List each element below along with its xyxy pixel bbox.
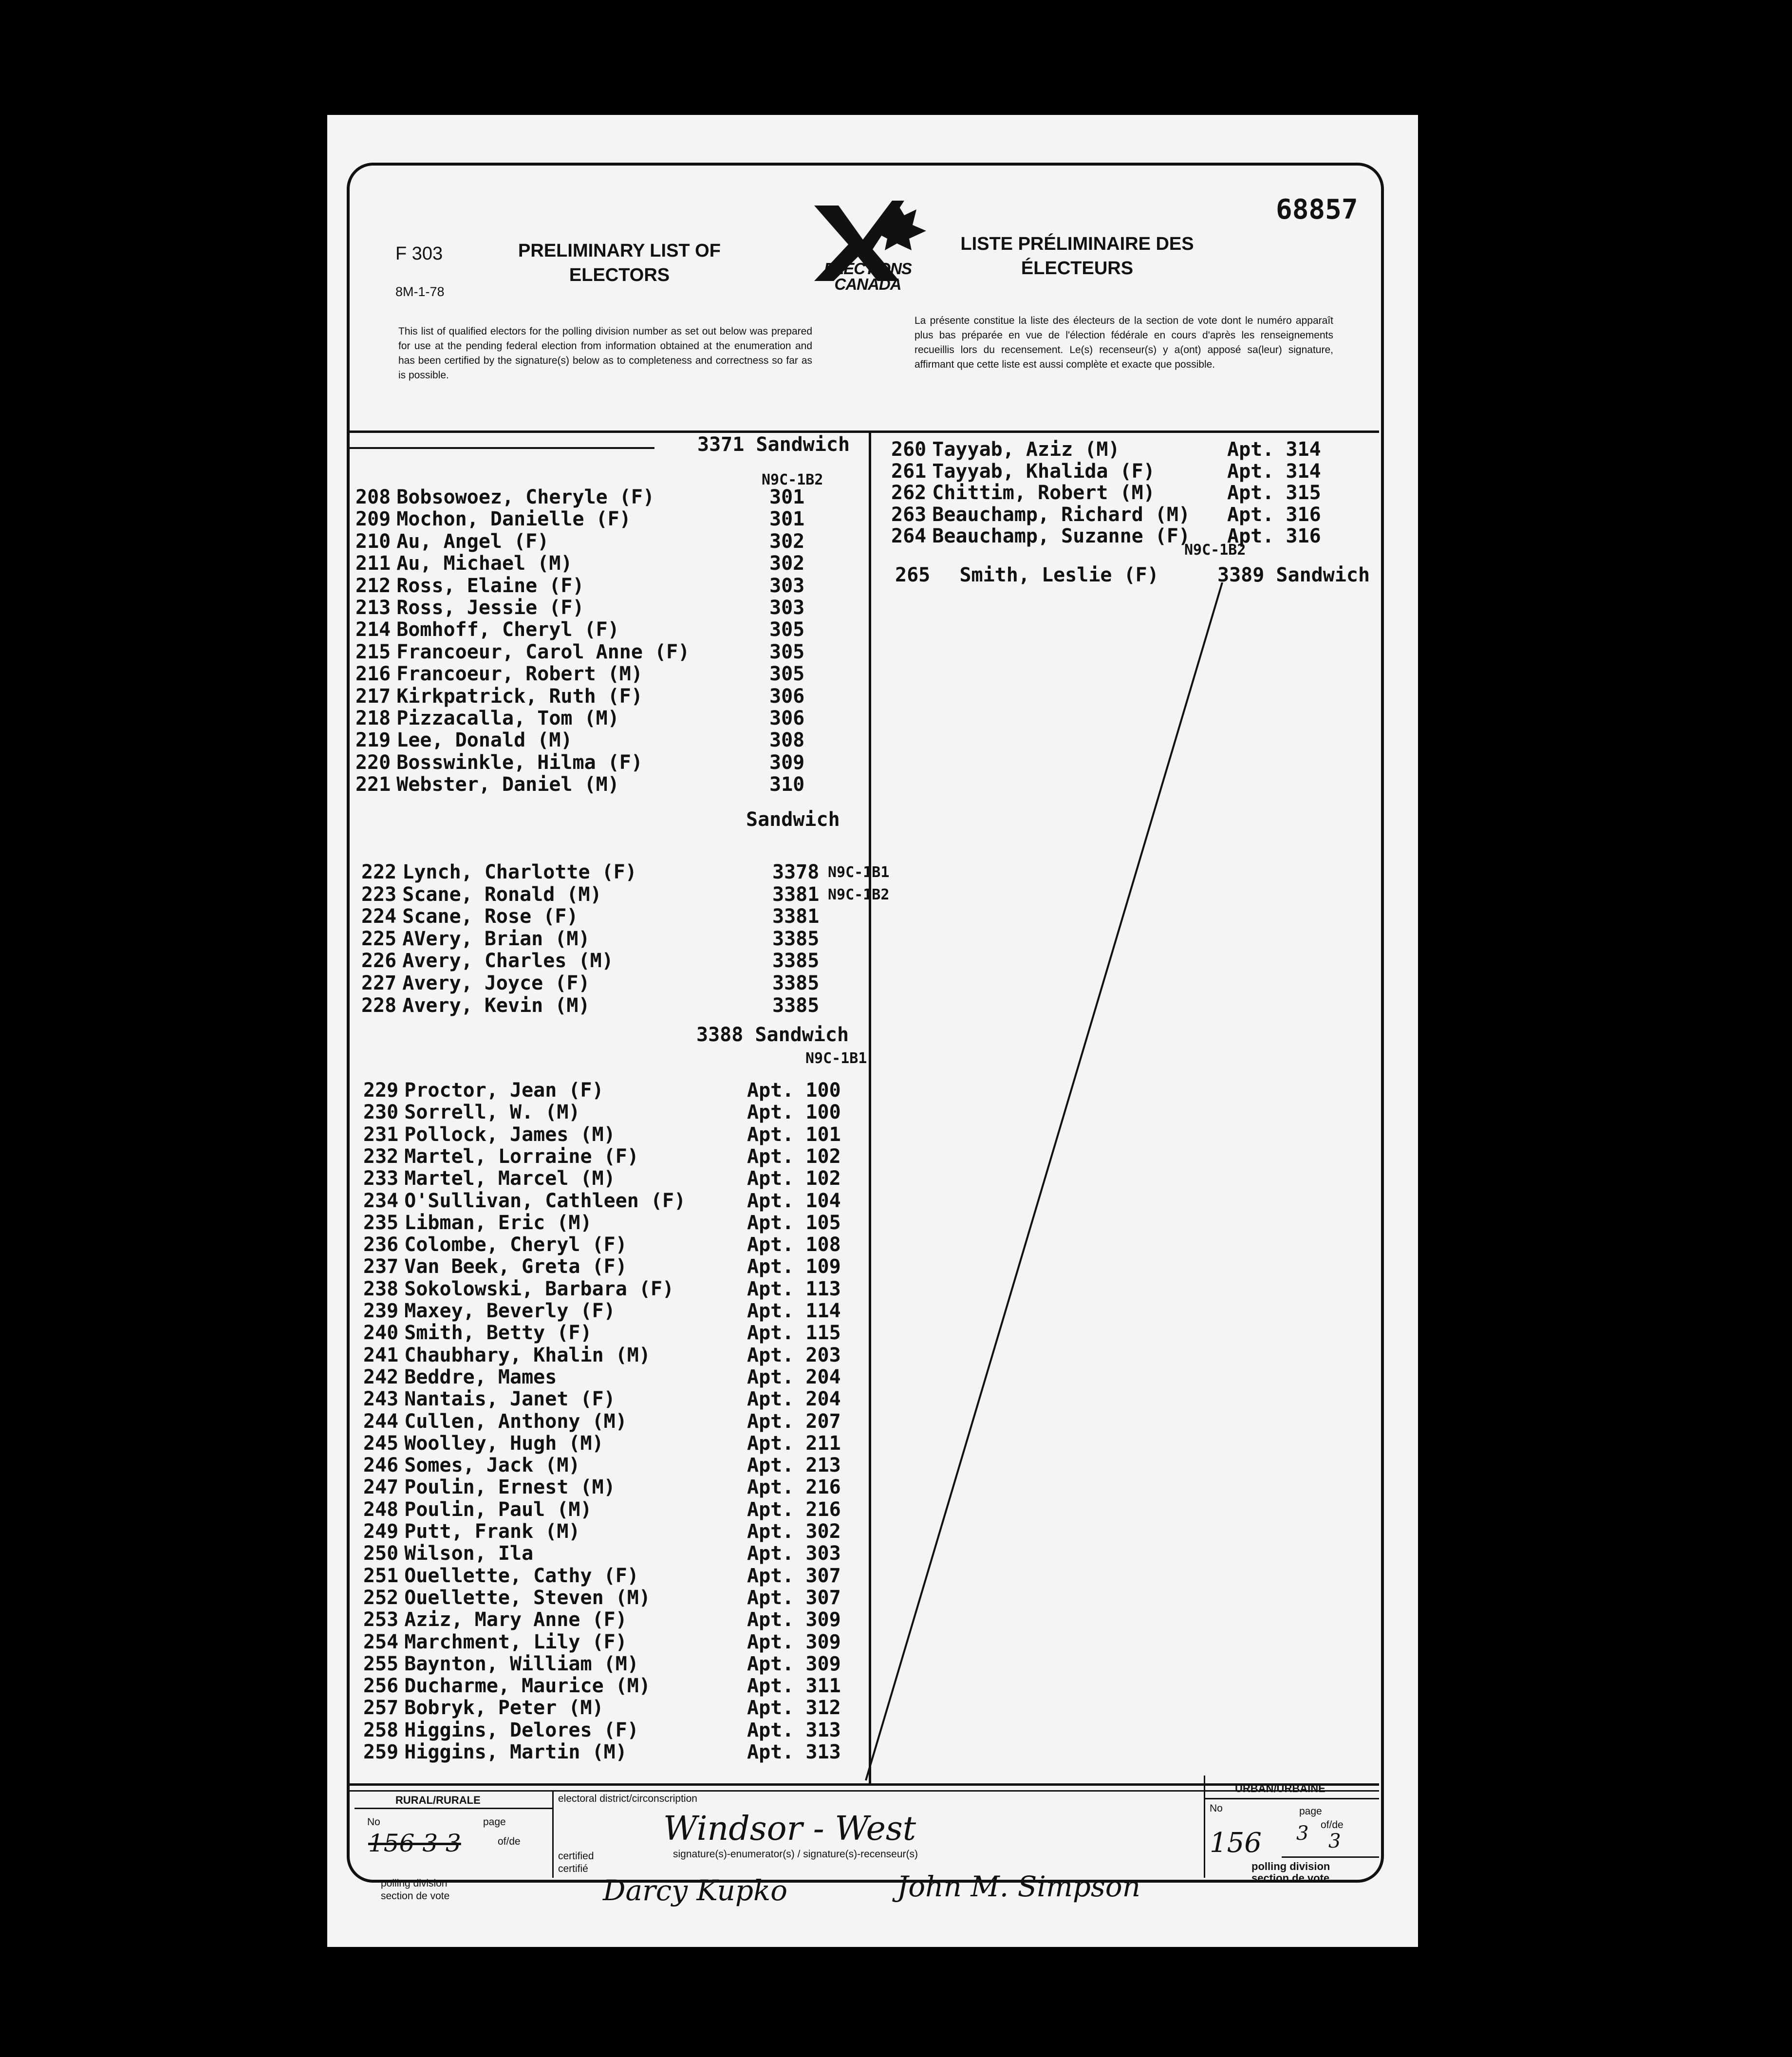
elector-row (363, 1366, 557, 1388)
elector-row (361, 861, 637, 883)
logo-text-line2: CANADA (834, 275, 901, 293)
elector-address: Apt. 105 (747, 1211, 841, 1234)
elector-address: 302 (769, 530, 805, 553)
elector-address: Apt. 307 (747, 1586, 841, 1609)
elector-number: 226 (361, 950, 397, 972)
elector-name: Mochon, Danielle (F) (396, 508, 631, 531)
elector-number: 244 (363, 1410, 399, 1433)
elector-name: Sokolowski, Barbara (F) (404, 1277, 674, 1300)
elector-address: Apt. 204 (747, 1388, 841, 1411)
elector-row (361, 994, 590, 1017)
elector-number: 214 (355, 618, 391, 641)
elector-row (363, 1631, 627, 1653)
rural-section-de-vote-label: section de vote (381, 1890, 450, 1902)
elector-number: 264 (891, 525, 927, 547)
elector-row (363, 1344, 651, 1366)
urban-page-label: page (1299, 1806, 1322, 1817)
elector-number: 233 (363, 1167, 399, 1190)
elector-address: 305 (769, 618, 805, 641)
elector-number: 229 (363, 1079, 399, 1102)
elector-number: 234 (363, 1189, 399, 1212)
elector-row (355, 486, 654, 508)
elector-name: Tayyab, Khalida (F) (932, 460, 1155, 483)
elector-number: 259 (363, 1741, 399, 1763)
elector-row (363, 1498, 592, 1521)
elector-number: 257 (363, 1697, 399, 1720)
footer-rural-separator (552, 1790, 554, 1878)
elector-address: Apt. 101 (747, 1123, 841, 1146)
elector-address: Apt. 302 (747, 1520, 841, 1543)
elector-name: Cullen, Anthony (M) (404, 1410, 627, 1433)
rural-page-label: page (483, 1816, 506, 1828)
elector-address: 305 (769, 640, 805, 663)
urban-no-label: No (1210, 1803, 1223, 1814)
elector-row (891, 482, 1155, 504)
elector-row (361, 928, 590, 950)
elector-address: Apt. 309 (747, 1652, 841, 1675)
elector-name: Smith, Betty (F) (404, 1322, 592, 1345)
elector-name: Pollock, James (M) (404, 1123, 616, 1146)
footer-urban-separator (1204, 1776, 1205, 1878)
elector-address: 309 (769, 751, 805, 774)
elector-name: Chittim, Robert (M) (932, 482, 1155, 504)
elector-address: Apt. 115 (747, 1322, 841, 1345)
title-fr-line2: ÉLECTEURS (1021, 258, 1134, 279)
elector-address: Apt. 314 (1227, 438, 1321, 461)
urban-of-label: of/de (1321, 1819, 1344, 1831)
elector-row (363, 1388, 616, 1410)
elector-row (891, 504, 1190, 526)
elector-address: Apt. 313 (747, 1719, 841, 1741)
elector-name: Bobsowoez, Cheryle (F) (396, 486, 655, 508)
elector-number: 263 (891, 503, 927, 526)
street-heading-3371: 3371 Sandwich (697, 433, 850, 456)
rural-polling-division-label: polling division (381, 1878, 448, 1889)
elector-address: Apt. 211 (747, 1432, 841, 1455)
elector-address: 302 (769, 552, 805, 575)
elector-row (363, 1697, 604, 1719)
serial-number: 68857 (1276, 194, 1358, 225)
form-date: 8M-1-78 (395, 284, 445, 299)
elector-address: 3389 Sandwich (1217, 564, 1370, 586)
elector-name: Tayyab, Aziz (M) (932, 438, 1120, 461)
elector-name: Woolley, Hugh (M) (404, 1432, 604, 1455)
form-code: F 303 (395, 243, 443, 264)
elector-address: Apt. 113 (747, 1277, 841, 1300)
elector-row (363, 1675, 651, 1697)
elector-number: 255 (363, 1652, 399, 1675)
district-label: electoral district/circonscription (558, 1793, 697, 1804)
elector-address: Apt. 104 (747, 1189, 841, 1212)
elector-number: 253 (363, 1608, 399, 1631)
elector-address: 301 (769, 508, 805, 531)
rural-header-rule (355, 1808, 552, 1809)
elector-address: 3385 (772, 950, 820, 972)
elector-number: 248 (363, 1498, 399, 1521)
elector-number: 256 (363, 1675, 399, 1698)
certified-label-en: certified (558, 1851, 594, 1862)
urban-polling-no: 156 (1210, 1827, 1262, 1859)
elector-name: Ouellette, Cathy (F) (404, 1564, 639, 1587)
elector-number: 260 (891, 438, 927, 461)
elector-row (363, 1454, 580, 1477)
elector-address: Apt. 216 (747, 1498, 841, 1521)
elector-name: Poulin, Paul (M) (404, 1498, 592, 1521)
urban-section-de-vote-label: section de vote (1251, 1872, 1330, 1884)
elector-address: 306 (769, 685, 805, 708)
elector-row (363, 1278, 674, 1300)
elector-number: 237 (363, 1255, 399, 1278)
street-heading-sandwich: Sandwich (746, 808, 840, 831)
elector-number: 250 (363, 1542, 399, 1565)
elector-row (363, 1719, 639, 1741)
elector-number: 228 (361, 994, 397, 1017)
elector-number: 252 (363, 1586, 399, 1609)
elector-address: 3381 (772, 883, 820, 906)
elector-name: Bobryk, Peter (M) (404, 1697, 604, 1720)
elector-address: Apt. 312 (747, 1697, 841, 1720)
elector-name: Francoeur, Carol Anne (F) (396, 640, 690, 663)
elector-address: Apt. 108 (747, 1234, 841, 1256)
elector-address: 3385 (772, 972, 820, 994)
postal-code-n9c-1b1: N9C-1B1 (805, 1050, 867, 1067)
elector-number: 230 (363, 1101, 399, 1124)
elector-row (355, 663, 643, 685)
elector-postal-code: N9C-1B2 (828, 886, 890, 903)
elector-row (355, 530, 549, 553)
elector-address: Apt. 204 (747, 1365, 841, 1388)
elector-name: Colombe, Cheryl (F) (404, 1234, 627, 1256)
elector-number: 243 (363, 1388, 399, 1411)
elector-name: Pizzacalla, Tom (M) (396, 707, 619, 729)
elector-number: 258 (363, 1719, 399, 1741)
elector-number: 220 (355, 751, 391, 774)
elector-address: Apt. 309 (747, 1608, 841, 1631)
elector-name: Ducharme, Maurice (M) (404, 1675, 651, 1698)
elector-name: Putt, Frank (M) (404, 1520, 580, 1543)
elector-address: Apt. 216 (747, 1476, 841, 1499)
elector-row (361, 905, 578, 928)
elector-number: 245 (363, 1432, 399, 1455)
urban-label: URBAN/URBAINE (1235, 1782, 1325, 1795)
logo-wordmark (809, 261, 926, 292)
elector-name: Somes, Jack (M) (404, 1454, 580, 1477)
elector-address: 310 (769, 773, 805, 796)
elector-name: Poulin, Ernest (M) (404, 1476, 616, 1499)
elector-row (363, 1608, 627, 1631)
elector-number: 261 (891, 460, 927, 483)
elector-number: 218 (355, 707, 391, 729)
title-fr-line1: LISTE PRÉLIMINAIRE DES (960, 234, 1194, 254)
enumerator-signature-1: Darcy Kupko (603, 1874, 788, 1907)
elector-name: Ross, Jessie (F) (396, 597, 584, 619)
title-french (951, 232, 1204, 280)
elector-number: 265 (895, 564, 931, 586)
elector-name: Wilson, Ila (404, 1542, 534, 1565)
elector-row (361, 950, 614, 972)
elector-number: 213 (355, 597, 391, 619)
elector-number: 219 (355, 729, 391, 752)
elector-name: Beauchamp, Suzanne (F) (932, 525, 1191, 547)
header-divider (349, 430, 1379, 433)
elector-number: 216 (355, 663, 391, 686)
elector-name: Scane, Ronald (M) (402, 883, 602, 906)
elector-row (363, 1145, 639, 1168)
elector-number: 254 (363, 1630, 399, 1653)
elector-address: Apt. 100 (747, 1079, 841, 1102)
elector-number: 235 (363, 1211, 399, 1234)
elector-address: 305 (769, 663, 805, 686)
elector-row (355, 685, 643, 708)
elector-address: Apt. 315 (1227, 482, 1321, 504)
elector-row (363, 1542, 533, 1565)
elector-number: 221 (355, 773, 391, 796)
elector-name: Kirkpatrick, Ruth (F) (396, 685, 643, 708)
elector-row (363, 1212, 592, 1234)
elector-name: Libman, Eric (M) (404, 1211, 592, 1234)
elector-row (355, 597, 584, 619)
elector-name: AVery, Brian (M) (402, 927, 590, 950)
elector-number: 239 (363, 1300, 399, 1322)
elector-name: Martel, Lorraine (F) (404, 1145, 639, 1168)
title-en-line1: PRELIMINARY LIST OF (518, 241, 721, 261)
elector-address: 308 (769, 729, 805, 752)
elector-row (363, 1587, 651, 1609)
rural-values-struck: 156 3 3 (368, 1829, 461, 1857)
rural-label: RURAL/RURALE (395, 1794, 481, 1806)
elector-row (363, 1190, 686, 1212)
elector-number: 262 (891, 482, 927, 504)
elector-address: 301 (769, 486, 805, 508)
certified-label-fr: certifié (558, 1863, 588, 1874)
elector-number: 217 (355, 685, 391, 708)
urban-page-no: 3 (1296, 1822, 1309, 1845)
elector-row (363, 1101, 580, 1123)
urban-polling-division-label: polling division (1251, 1860, 1330, 1872)
elector-name: Francoeur, Robert (M) (396, 663, 643, 686)
unused-space-cancel-line (863, 582, 1223, 1785)
elector-name: Lee, Donald (M) (396, 729, 573, 752)
elector-number: 210 (355, 530, 391, 553)
elector-name: Maxey, Beverly (F) (404, 1300, 616, 1322)
elector-address: 306 (769, 707, 805, 729)
elector-address: 3381 (772, 905, 820, 928)
elector-number: 240 (363, 1322, 399, 1345)
elector-row (363, 1432, 604, 1455)
logo-text-line1: ELECTIONS (824, 260, 912, 278)
urban-header-rule (1204, 1798, 1379, 1799)
elector-address: Apt. 316 (1227, 503, 1321, 526)
elector-row (355, 618, 619, 641)
elector-number: 251 (363, 1564, 399, 1587)
district-value-handwritten: Windsor - West (663, 1810, 916, 1848)
elector-number: 225 (361, 927, 397, 950)
elector-number: 247 (363, 1476, 399, 1499)
elector-address: 303 (769, 597, 805, 619)
elector-name: Chaubhary, Khalin (M) (404, 1344, 651, 1366)
elector-row (363, 1255, 627, 1278)
elector-address: 303 (769, 574, 805, 597)
elector-row (363, 1234, 627, 1256)
urban-page-rule (1282, 1856, 1379, 1858)
elector-address: Apt. 316 (1227, 525, 1321, 547)
elector-address: Apt. 309 (747, 1630, 841, 1653)
left-subheader-rule (350, 447, 654, 449)
elector-number: 211 (355, 552, 391, 575)
elector-address: Apt. 109 (747, 1255, 841, 1278)
elector-number: 242 (363, 1365, 399, 1388)
signature-label: signature(s)-enumerator(s) / signature(s)-recenseur(s) (673, 1849, 918, 1860)
elector-name: Van Beek, Greta (F) (404, 1255, 627, 1278)
elector-name: Avery, Charles (M) (402, 950, 614, 972)
elector-name: Martel, Marcel (M) (404, 1167, 616, 1190)
elector-row (355, 707, 619, 729)
electors-list-sheet (327, 115, 1418, 1947)
street-heading-3388: 3388 Sandwich (696, 1024, 849, 1046)
title-en-line2: ELECTORS (569, 265, 670, 285)
elector-number: 238 (363, 1277, 399, 1300)
elector-address: Apt. 100 (747, 1101, 841, 1124)
elector-number: 227 (361, 972, 397, 994)
elector-postal-code: N9C-1B1 (828, 864, 890, 881)
elector-address: Apt. 207 (747, 1410, 841, 1433)
elector-row (891, 460, 1155, 483)
elector-number: 232 (363, 1145, 399, 1168)
elector-row (363, 1741, 627, 1763)
elector-address: 3385 (772, 994, 820, 1017)
elector-number: 212 (355, 574, 391, 597)
elector-number: 208 (355, 486, 391, 508)
elector-number: 241 (363, 1344, 399, 1366)
elector-address: 3378 (772, 861, 820, 883)
elector-address: 3385 (772, 927, 820, 950)
intro-text-french: La présente constitue la liste des électeurs de la section de vote dont le numéro apparaît plus bas préparée en vue de l'élection fédérale en cours d'après les renseignements recueillis lors du recensement. Le(s) recenseur(s) y a(ont) apposé sa(leur) signature, affirmant que cette liste est aussi complète et exacte que possible. (915, 315, 1333, 370)
elector-name: Avery, Kevin (M) (402, 994, 590, 1017)
elector-name: Higgins, Martin (M) (404, 1741, 627, 1763)
elector-row (363, 1476, 616, 1498)
elector-row (891, 438, 1120, 461)
elector-name: Beauchamp, Richard (M) (932, 503, 1191, 526)
elector-name: Sorrell, W. (M) (404, 1101, 580, 1124)
elector-number: 224 (361, 905, 397, 928)
postal-code-right: N9C-1B2 (1184, 542, 1246, 559)
title-english (488, 239, 751, 287)
elector-address: Apt. 303 (747, 1542, 841, 1565)
elector-address: Apt. 213 (747, 1454, 841, 1477)
elector-address: Apt. 307 (747, 1564, 841, 1587)
elector-number: 246 (363, 1454, 399, 1477)
elector-name: Aziz, Mary Anne (F) (404, 1608, 627, 1631)
elector-name: Proctor, Jean (F) (404, 1079, 604, 1102)
elector-row (363, 1410, 627, 1433)
elector-name: Higgins, Delores (F) (404, 1719, 639, 1741)
elector-address: Apt. 313 (747, 1741, 841, 1763)
elector-row (363, 1653, 639, 1675)
elector-address: Apt. 114 (747, 1300, 841, 1322)
elector-row (355, 773, 619, 796)
elector-number: 231 (363, 1123, 399, 1146)
footer-inner-rule (349, 1790, 1379, 1792)
elector-number: 236 (363, 1234, 399, 1256)
elector-row (891, 525, 1190, 547)
elector-name: Au, Angel (F) (396, 530, 549, 553)
elector-number: 223 (361, 883, 397, 906)
elector-row (363, 1079, 604, 1102)
elector-row (363, 1167, 616, 1190)
elector-name: Lynch, Charlotte (F) (402, 861, 637, 883)
intro-text-english: This list of qualified electors for the polling division number as set out below was prepared for use at the pending federal election from information obtained at the enumeration and has been certified by the signature(s) below as to completeness and correctness so far as is possible. (398, 326, 812, 381)
rural-no-label: No (367, 1816, 380, 1828)
elector-address: Apt. 102 (747, 1167, 841, 1190)
elector-row (355, 641, 690, 663)
elector-row (355, 729, 572, 751)
urban-of-no: 3 (1328, 1830, 1341, 1852)
elector-name: Beddre, Mames (404, 1365, 557, 1388)
elector-row (355, 552, 572, 575)
elector-name: Avery, Joyce (F) (402, 972, 590, 994)
elector-row (363, 1565, 639, 1587)
elector-name: Bomhoff, Cheryl (F) (396, 618, 619, 641)
elector-row (355, 751, 643, 774)
elector-name: Bosswinkle, Hilma (F) (396, 751, 643, 774)
elector-number: 249 (363, 1520, 399, 1543)
rural-of-label: of/de (498, 1836, 521, 1847)
elector-number: 222 (361, 861, 397, 883)
elector-name: Baynton, William (M) (404, 1652, 639, 1675)
elector-address: Apt. 203 (747, 1344, 841, 1366)
elector-name: Ross, Elaine (F) (396, 574, 584, 597)
elector-name: Au, Michael (M) (396, 552, 573, 575)
elector-row (361, 883, 602, 906)
elector-address: Apt. 102 (747, 1145, 841, 1168)
elector-name: Nantais, Janet (F) (404, 1388, 616, 1411)
elector-name: Webster, Daniel (M) (396, 773, 619, 796)
elector-row (363, 1322, 592, 1344)
elector-row (355, 508, 631, 530)
elector-row (363, 1123, 616, 1146)
postal-code-n9c-1b2: N9C-1B2 (762, 471, 823, 488)
elector-name: Marchment, Lily (F) (404, 1630, 627, 1653)
elector-number: 209 (355, 508, 391, 531)
elector-row (363, 1520, 580, 1543)
elector-name: Ouellette, Steven (M) (404, 1586, 651, 1609)
elector-address: Apt. 314 (1227, 460, 1321, 483)
elector-row (355, 575, 584, 597)
elector-address: Apt. 311 (747, 1675, 841, 1698)
elector-row (361, 972, 590, 994)
elector-number: 215 (355, 640, 391, 663)
elector-name: O'Sullivan, Cathleen (F) (404, 1189, 686, 1212)
elector-name: Smith, Leslie (F) (959, 564, 1159, 586)
elector-row (363, 1300, 616, 1322)
enumerator-signature-2: John M. Simpson (897, 1870, 1141, 1903)
elector-name: Scane, Rose (F) (402, 905, 579, 928)
